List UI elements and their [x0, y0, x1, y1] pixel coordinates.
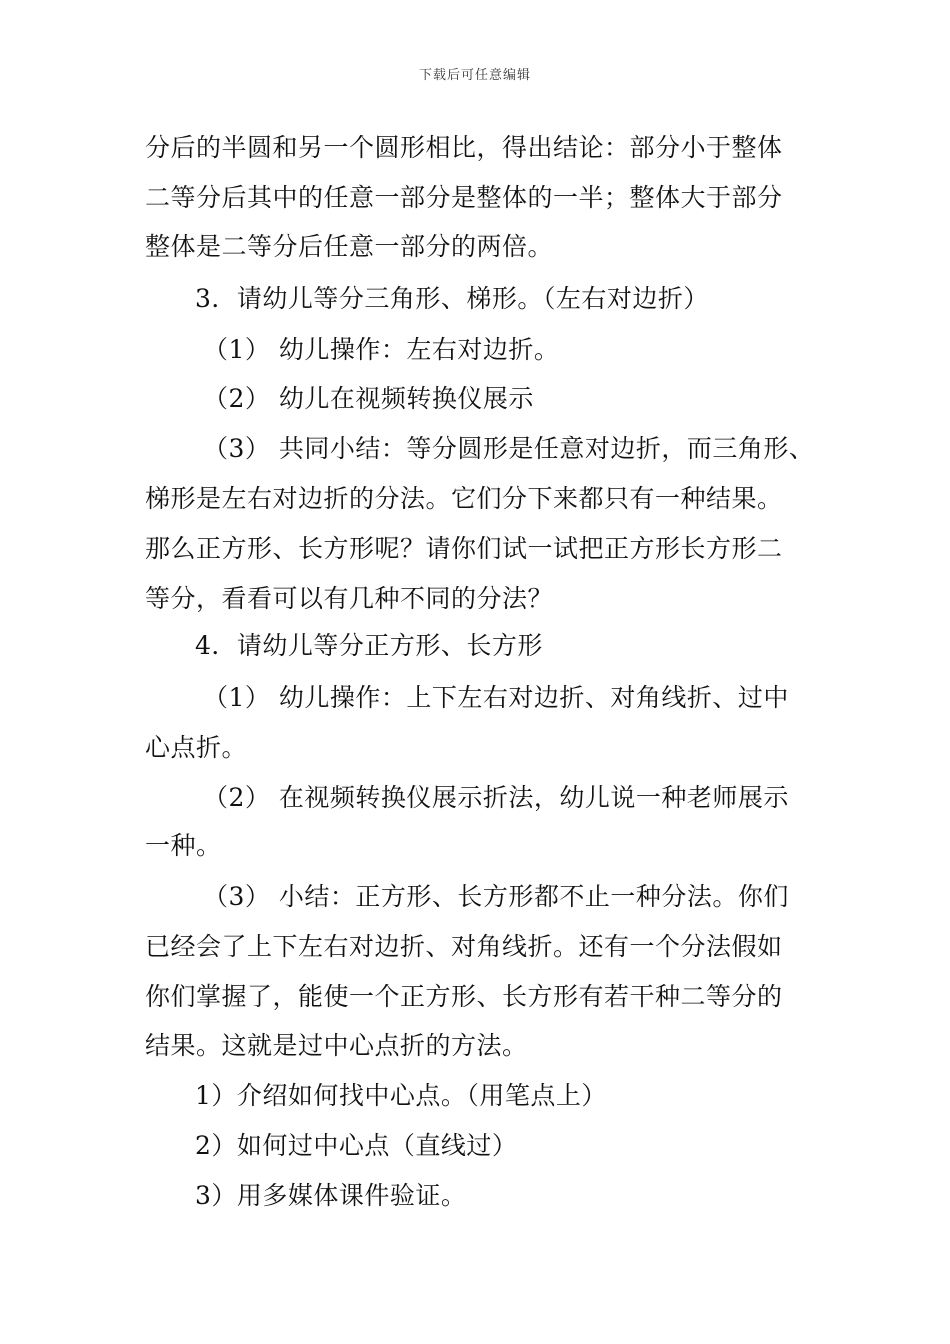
text-line: （2） 幼儿在视频转换仪展示: [203, 384, 534, 413]
text-line: （3） 共同小结：等分圆形是任意对边折，而三角形、: [203, 434, 815, 463]
text-line: 一种。: [145, 831, 222, 860]
text-line: （2） 在视频转换仪展示折法，幼儿说一种老师展示: [203, 783, 789, 812]
text-line: 那么正方形、长方形呢？请你们试一试把正方形长方形二: [145, 534, 783, 563]
text-line: 等分，看看可以有几种不同的分法？: [145, 584, 554, 613]
text-line: 3）用多媒体课件验证。: [195, 1181, 467, 1210]
text-line: （3） 小结：正方形、长方形都不止一种分法。你们: [203, 882, 789, 911]
text-line: 分后的半圆和另一个圆形相比，得出结论：部分小于整体: [145, 133, 783, 162]
text-line: 整体是二等分后任意一部分的两倍。: [145, 232, 554, 261]
text-line: 梯形是左右对边折的分法。它们分下来都只有一种结果。: [145, 484, 783, 513]
text-line: 1）介绍如何找中心点。（用笔点上）: [195, 1081, 607, 1110]
text-line: 结果。这就是过中心点折的方法。: [145, 1031, 528, 1060]
text-line: （1） 幼儿操作：上下左右对边折、对角线折、过中: [203, 683, 789, 712]
text-line: 已经会了上下左右对边折、对角线折。还有一个分法假如: [145, 932, 783, 961]
page-header: 下载后可任意编辑: [418, 68, 531, 83]
text-line: （1） 幼儿操作：左右对边折。: [203, 335, 560, 364]
text-line: 心点折。: [145, 733, 248, 762]
text-line: 3．请幼儿等分三角形、梯形。（左右对边折）: [195, 284, 709, 313]
text-line: 二等分后其中的任意一部分是整体的一半；整体大于部分: [145, 183, 783, 212]
text-line: 4．请幼儿等分正方形、长方形: [195, 631, 543, 660]
text-line: 2）如何过中心点（直线过）: [195, 1131, 518, 1160]
text-line: 你们掌握了，能使一个正方形、长方形有若干种二等分的: [145, 982, 783, 1011]
